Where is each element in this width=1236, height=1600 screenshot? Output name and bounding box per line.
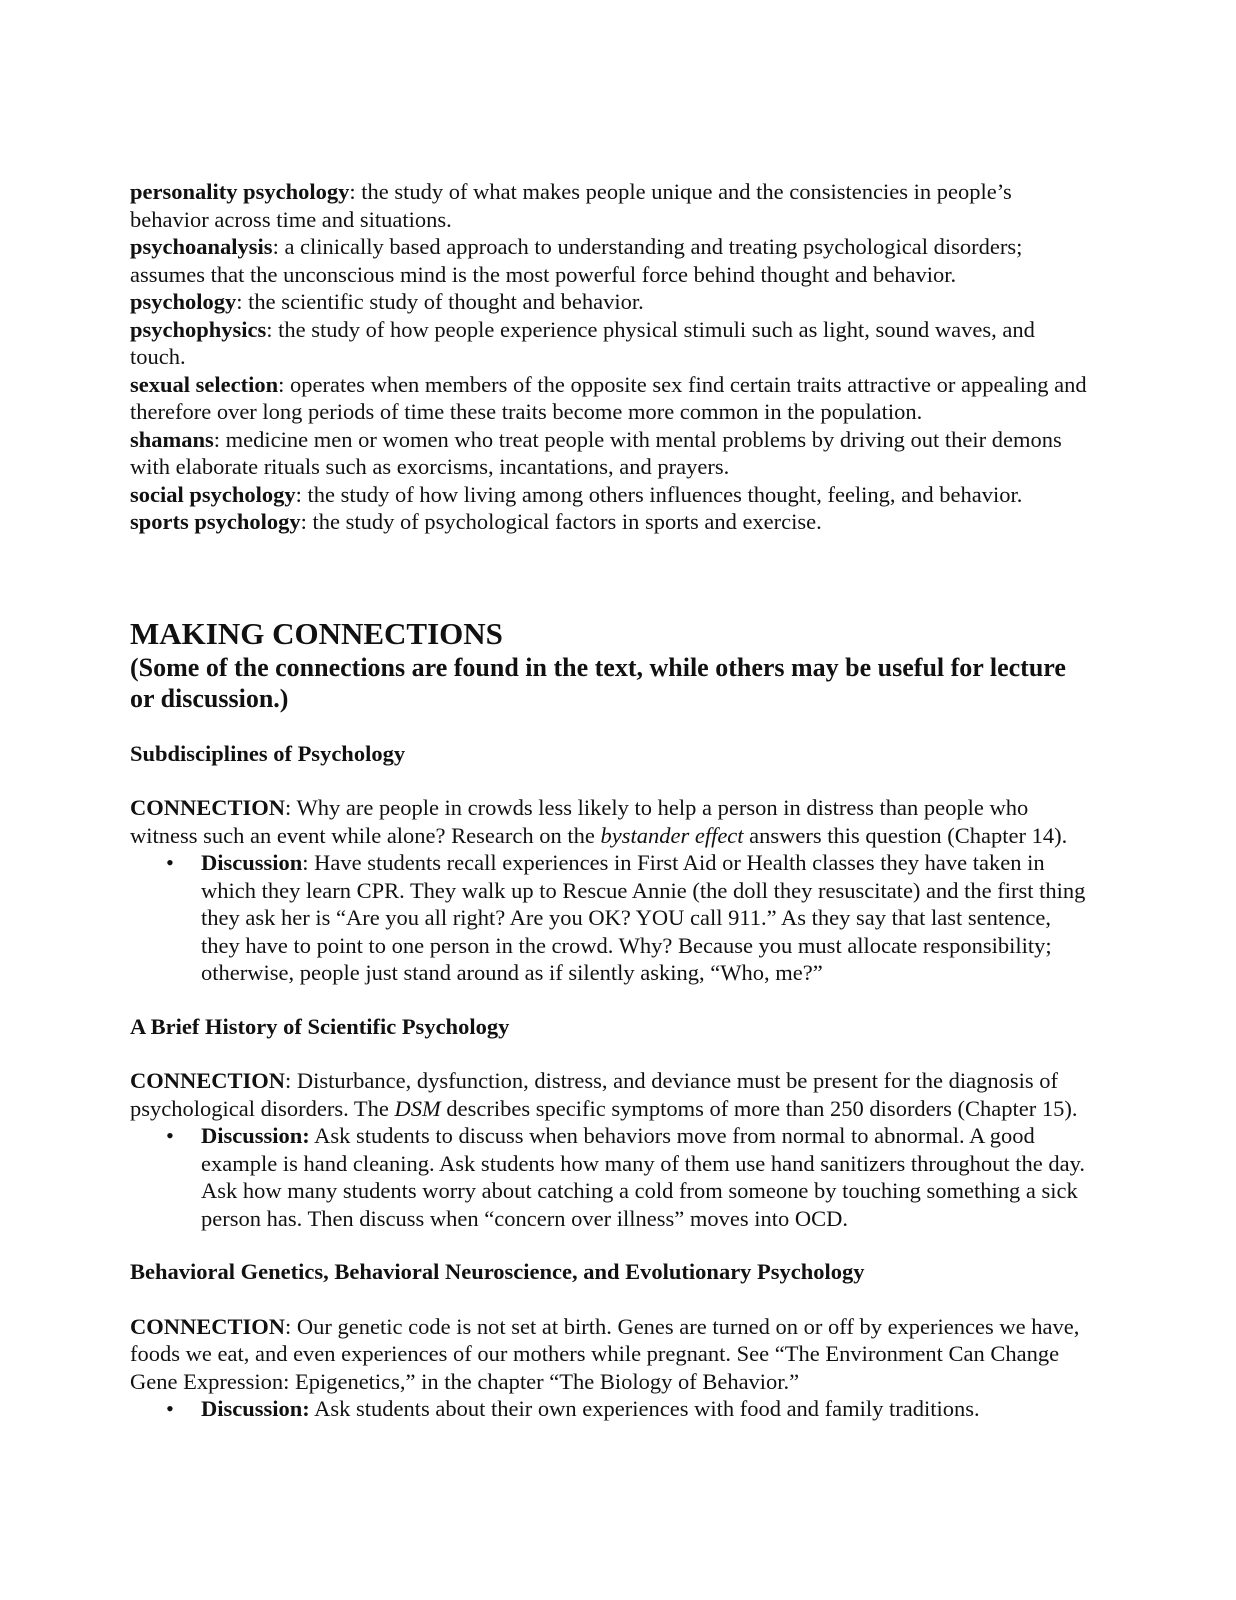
- connection-emphasis: DSM: [394, 1095, 441, 1121]
- connection-text: : Why are people in crowds less likely to help a person in distress than people who witness such an event while alone? Research on the: [130, 795, 1029, 848]
- section-subtitle: (Some of the connections are found in the text, while others may be useful for lecture or discussion.): [130, 652, 1066, 713]
- list-item: [166, 849, 1090, 987]
- glossary-definition: : the study of how living among others influences thought, feeling, and behavior.: [295, 481, 1023, 507]
- glossary-entry: [130, 481, 1090, 509]
- glossary-term: social psychology: [130, 481, 296, 507]
- glossary-term: psychophysics: [130, 316, 267, 342]
- glossary-definition: : the study of how people experience physical stimuli such as light, sound waves, and touch.: [130, 316, 1035, 369]
- glossary-term: personality psychology: [130, 179, 350, 204]
- bullet-icon: •: [166, 1123, 174, 1148]
- subsection: [130, 1258, 1090, 1423]
- discussion-list: [130, 849, 1090, 987]
- glossary-term: psychoanalysis: [130, 234, 273, 259]
- connection-text-end: describes specific symptoms of more than 250 disorders (Chapter 15).: [440, 1095, 1078, 1121]
- connection-paragraph: [130, 794, 1090, 849]
- section-title: MAKING CONNECTIONS: [130, 615, 503, 651]
- discussion-text: : Have students recall experiences in First Aid or Health classes they have taken in which they learn CPR. They walk up to Rescue Annie (the doll they resuscitate) and the first thing they ask her is “Are you all right? Are you OK? YOU call 911.” As they say that last sentence, they have to point to one person in the crowd. Why? Because you must allocate responsibility; otherwise, people just stand around as if silently asking, “Who, me?”: [201, 850, 1086, 985]
- glossary-term: psychology: [130, 289, 237, 314]
- discussion-label: Discussion: [201, 850, 303, 875]
- discussion-list: [130, 1395, 1090, 1423]
- glossary-list: [130, 178, 1090, 536]
- glossary-term: shamans: [130, 426, 214, 452]
- glossary-entry: [130, 371, 1090, 426]
- connection-paragraph: [130, 1313, 1090, 1396]
- discussion-list: [130, 1122, 1090, 1232]
- connection-paragraph: [130, 1067, 1090, 1122]
- subsection-heading: Behavioral Genetics, Behavioral Neuroscience, and Evolutionary Psychology: [130, 1259, 865, 1284]
- bullet-icon: •: [166, 1396, 174, 1421]
- connection-emphasis: bystander effect: [600, 822, 744, 848]
- discussion-label: Discussion:: [201, 1396, 310, 1421]
- connection-label: CONNECTION: [130, 795, 286, 820]
- discussion-label: Discussion:: [201, 1123, 310, 1148]
- connection-label: CONNECTION: [130, 1068, 286, 1093]
- glossary-entry: [130, 508, 1090, 536]
- subsection: [130, 1013, 1090, 1233]
- subsection-heading: A Brief History of Scientific Psychology: [130, 1013, 510, 1039]
- glossary-term: sports psychology: [130, 509, 301, 534]
- list-item: [166, 1122, 1090, 1232]
- discussion-text: Ask students to discuss when behaviors move from normal to abnormal. A good example is hand cleaning. Ask students how many of them use hand sanitizers throughout the day. Ask how many students worry about catching a cold from someone by touching something a sick person has. Then discuss when “concern over illness” moves into OCD.: [201, 1123, 1085, 1231]
- glossary-entry: [130, 233, 1090, 288]
- connection-text: : Our genetic code is not set at birth. Genes are turned on or off by experiences we have, foods we eat, and even experiences of our mothers while pregnant. See “The Environment Can Change Gene Expression: Epigenetics,” in the chapter “The Biology of Behavior.”: [130, 1313, 1080, 1394]
- glossary-entry: [130, 316, 1090, 371]
- connection-label: CONNECTION: [130, 1313, 286, 1339]
- glossary-definition: : the scientific study of thought and behavior.: [236, 289, 644, 314]
- glossary-definition: : a clinically based approach to understanding and treating psychological disorders; assumes that the unconscious mind is the most powerful force behind thought and behavior.: [130, 234, 1023, 287]
- subsection-heading: Subdisciplines of Psychology: [130, 740, 406, 766]
- glossary-definition: : medicine men or women who treat people with mental problems by driving out their demons with elaborate rituals such as exorcisms, incantations, and prayers.: [130, 426, 1062, 479]
- glossary-entry: [130, 178, 1090, 233]
- discussion-text: Ask students about their own experiences with food and family traditions.: [309, 1396, 980, 1421]
- document-page: [130, 178, 1090, 1423]
- glossary-definition: : the study of psychological factors in sports and exercise.: [300, 509, 822, 534]
- glossary-entry: [130, 288, 1090, 316]
- glossary-entry: [130, 426, 1090, 481]
- glossary-definition: : operates when members of the opposite sex find certain traits attractive or appealing and therefore over long periods of time these traits become more common in the population.: [130, 371, 1087, 424]
- glossary-definition: : the study of what makes people unique and the consistencies in people’s behavior across time and situations.: [130, 179, 1012, 232]
- connection-text: : Disturbance, dysfunction, distress, and deviance must be present for the diagnosis of psychological disorders. The: [130, 1068, 1058, 1121]
- connection-text-end: answers this question (Chapter 14).: [743, 822, 1068, 848]
- list-item: [166, 1395, 1090, 1423]
- glossary-term: sexual selection: [130, 371, 279, 397]
- subsection: [130, 740, 1090, 987]
- bullet-icon: •: [166, 850, 174, 875]
